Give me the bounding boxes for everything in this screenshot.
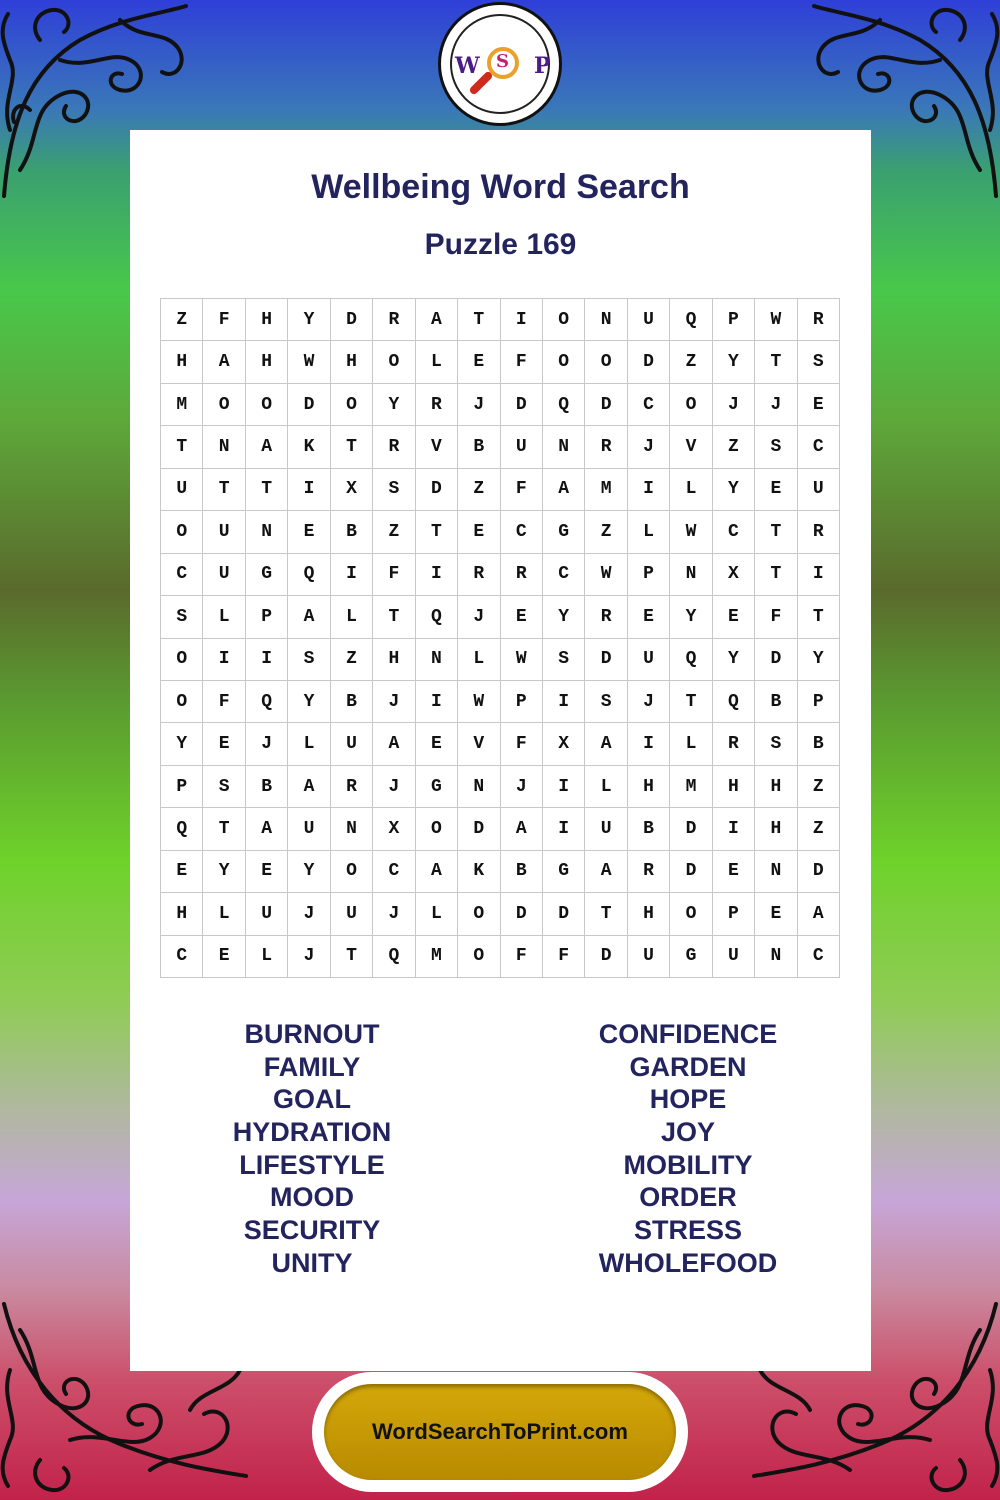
grid-cell[interactable]: D bbox=[416, 469, 458, 511]
word-list-item: MOBILITY bbox=[623, 1149, 753, 1180]
grid-cell[interactable]: Y bbox=[373, 384, 415, 426]
grid-cell[interactable]: O bbox=[161, 639, 203, 681]
grid-cell[interactable]: M bbox=[585, 469, 627, 511]
grid-cell[interactable]: I bbox=[288, 469, 330, 511]
grid-cell[interactable]: E bbox=[203, 936, 245, 978]
grid-cell[interactable]: T bbox=[755, 554, 797, 596]
grid-cell[interactable]: J bbox=[373, 681, 415, 723]
grid-cell[interactable]: I bbox=[543, 766, 585, 808]
grid-cell[interactable]: E bbox=[755, 469, 797, 511]
grid-cell[interactable]: D bbox=[585, 936, 627, 978]
grid-cell[interactable]: Q bbox=[670, 299, 712, 341]
grid-cell[interactable]: F bbox=[543, 936, 585, 978]
grid-cell[interactable]: S bbox=[288, 639, 330, 681]
grid-cell[interactable]: E bbox=[713, 596, 755, 638]
grid-cell[interactable]: C bbox=[501, 511, 543, 553]
grid-cell[interactable]: P bbox=[798, 681, 840, 723]
grid-cell[interactable]: R bbox=[373, 299, 415, 341]
letter-grid bbox=[160, 298, 840, 978]
grid-cell[interactable]: S bbox=[798, 341, 840, 383]
grid-cell[interactable]: S bbox=[203, 766, 245, 808]
grid-cell[interactable]: I bbox=[416, 554, 458, 596]
grid-cell[interactable]: G bbox=[543, 511, 585, 553]
grid-cell[interactable]: T bbox=[755, 341, 797, 383]
grid-cell[interactable]: I bbox=[203, 639, 245, 681]
grid-cell[interactable]: C bbox=[373, 851, 415, 893]
grid-cell[interactable]: D bbox=[288, 384, 330, 426]
grid-cell[interactable]: B bbox=[331, 681, 373, 723]
grid-cell[interactable]: J bbox=[373, 766, 415, 808]
grid-cell[interactable]: A bbox=[416, 851, 458, 893]
word-list-item: LIFESTYLE bbox=[239, 1149, 385, 1180]
grid-cell[interactable]: T bbox=[161, 426, 203, 468]
grid-cell[interactable]: U bbox=[246, 893, 288, 935]
grid-cell[interactable]: E bbox=[798, 384, 840, 426]
grid-cell[interactable]: H bbox=[755, 766, 797, 808]
grid-cell[interactable]: O bbox=[458, 893, 500, 935]
grid-cell[interactable]: Q bbox=[670, 639, 712, 681]
grid-cell[interactable]: T bbox=[373, 596, 415, 638]
grid-cell[interactable]: B bbox=[458, 426, 500, 468]
logo-letter-p: P bbox=[534, 53, 551, 79]
grid-cell[interactable]: H bbox=[713, 766, 755, 808]
grid-cell[interactable]: M bbox=[416, 936, 458, 978]
grid-cell[interactable]: D bbox=[670, 851, 712, 893]
grid-cell[interactable]: L bbox=[331, 596, 373, 638]
grid-cell[interactable]: Y bbox=[203, 851, 245, 893]
grid-cell[interactable]: O bbox=[543, 299, 585, 341]
grid-cell[interactable]: W bbox=[670, 511, 712, 553]
grid-cell[interactable]: O bbox=[331, 851, 373, 893]
grid-cell[interactable]: I bbox=[331, 554, 373, 596]
word-list-item: CONFIDENCE bbox=[598, 1019, 778, 1049]
grid-cell[interactable]: Q bbox=[373, 936, 415, 978]
grid-cell[interactable]: F bbox=[373, 554, 415, 596]
grid-cell[interactable]: L bbox=[585, 766, 627, 808]
grid-cell[interactable]: S bbox=[543, 639, 585, 681]
grid-cell[interactable]: T bbox=[798, 596, 840, 638]
grid-cell[interactable]: I bbox=[416, 681, 458, 723]
grid-cell[interactable]: A bbox=[203, 341, 245, 383]
grid-cell[interactable]: L bbox=[203, 596, 245, 638]
grid-cell[interactable]: H bbox=[161, 893, 203, 935]
grid-cell[interactable]: R bbox=[331, 766, 373, 808]
grid-cell[interactable]: D bbox=[585, 639, 627, 681]
grid-cell[interactable]: K bbox=[458, 851, 500, 893]
grid-cell[interactable]: F bbox=[501, 936, 543, 978]
grid-cell[interactable]: E bbox=[203, 723, 245, 765]
logo-letter-w: W bbox=[455, 53, 480, 79]
grid-cell[interactable]: G bbox=[543, 851, 585, 893]
grid-cell[interactable]: X bbox=[713, 554, 755, 596]
word-list-item: BURNOUT bbox=[244, 1019, 380, 1049]
grid-cell[interactable]: Y bbox=[713, 469, 755, 511]
grid-cell[interactable]: B bbox=[331, 511, 373, 553]
grid-cell[interactable]: D bbox=[458, 808, 500, 850]
grid-cell[interactable]: Y bbox=[288, 299, 330, 341]
grid-cell[interactable]: U bbox=[798, 469, 840, 511]
grid-cell[interactable]: Q bbox=[416, 596, 458, 638]
grid-cell[interactable]: N bbox=[331, 808, 373, 850]
word-list-item: ORDER bbox=[639, 1182, 737, 1213]
grid-cell[interactable]: Y bbox=[798, 639, 840, 681]
grid-cell[interactable]: Y bbox=[161, 723, 203, 765]
grid-cell[interactable]: L bbox=[670, 723, 712, 765]
word-list-item: FAMILY bbox=[263, 1051, 361, 1082]
grid-cell[interactable]: A bbox=[543, 469, 585, 511]
grid-cell[interactable]: L bbox=[628, 511, 670, 553]
grid-cell[interactable]: T bbox=[203, 469, 245, 511]
grid-cell[interactable]: P bbox=[501, 681, 543, 723]
grid-cell[interactable]: Z bbox=[331, 639, 373, 681]
grid-cell[interactable]: E bbox=[755, 893, 797, 935]
grid-cell[interactable]: Z bbox=[798, 766, 840, 808]
grid-cell[interactable]: Y bbox=[288, 681, 330, 723]
grid-cell[interactable]: U bbox=[628, 299, 670, 341]
page-title: Wellbeing Word Search bbox=[311, 168, 690, 206]
grid-cell[interactable]: O bbox=[161, 511, 203, 553]
grid-cell[interactable]: A bbox=[798, 893, 840, 935]
grid-cell[interactable]: V bbox=[416, 426, 458, 468]
grid-cell[interactable]: B bbox=[628, 808, 670, 850]
grid-cell[interactable]: P bbox=[161, 766, 203, 808]
grid-cell[interactable]: F bbox=[203, 681, 245, 723]
grid-cell[interactable]: C bbox=[798, 936, 840, 978]
grid-cell[interactable]: O bbox=[543, 341, 585, 383]
grid-cell[interactable]: U bbox=[288, 808, 330, 850]
grid-cell[interactable]: E bbox=[416, 723, 458, 765]
grid-cell[interactable]: O bbox=[416, 808, 458, 850]
grid-cell[interactable]: X bbox=[373, 808, 415, 850]
grid-cell[interactable]: D bbox=[543, 893, 585, 935]
wsp-logo[interactable] bbox=[438, 2, 562, 126]
grid-cell[interactable]: U bbox=[203, 554, 245, 596]
grid-cell[interactable]: D bbox=[331, 299, 373, 341]
grid-cell[interactable]: Q bbox=[543, 384, 585, 426]
grid-cell[interactable]: J bbox=[501, 766, 543, 808]
grid-cell[interactable]: A bbox=[373, 723, 415, 765]
grid-cell[interactable]: A bbox=[501, 808, 543, 850]
grid-cell[interactable]: Z bbox=[713, 426, 755, 468]
word-list-item: SECURITY bbox=[243, 1215, 381, 1246]
grid-cell[interactable]: R bbox=[628, 851, 670, 893]
grid-cell[interactable]: M bbox=[161, 384, 203, 426]
grid-cell[interactable]: H bbox=[628, 893, 670, 935]
grid-cell[interactable]: I bbox=[543, 808, 585, 850]
grid-cell[interactable]: Y bbox=[543, 596, 585, 638]
grid-cell[interactable]: H bbox=[628, 766, 670, 808]
grid-cell[interactable]: H bbox=[246, 341, 288, 383]
grid-cell[interactable]: R bbox=[798, 299, 840, 341]
grid-cell[interactable]: I bbox=[543, 681, 585, 723]
grid-cell[interactable]: S bbox=[755, 723, 797, 765]
grid-cell[interactable]: L bbox=[203, 893, 245, 935]
grid-cell[interactable]: L bbox=[246, 936, 288, 978]
grid-cell[interactable]: C bbox=[543, 554, 585, 596]
grid-cell[interactable]: W bbox=[288, 341, 330, 383]
grid-cell[interactable]: N bbox=[755, 936, 797, 978]
grid-cell[interactable]: T bbox=[585, 893, 627, 935]
grid-cell[interactable]: L bbox=[458, 639, 500, 681]
grid-cell[interactable]: J bbox=[628, 426, 670, 468]
grid-cell[interactable]: T bbox=[203, 808, 245, 850]
grid-cell[interactable]: E bbox=[458, 511, 500, 553]
grid-cell[interactable]: R bbox=[501, 554, 543, 596]
grid-cell[interactable]: T bbox=[755, 511, 797, 553]
grid-cell[interactable]: R bbox=[798, 511, 840, 553]
grid-cell[interactable]: H bbox=[246, 299, 288, 341]
grid-cell[interactable]: O bbox=[670, 893, 712, 935]
grid-cell[interactable]: D bbox=[501, 384, 543, 426]
grid-cell[interactable]: N bbox=[755, 851, 797, 893]
grid-cell[interactable]: B bbox=[501, 851, 543, 893]
grid-cell[interactable]: H bbox=[161, 341, 203, 383]
grid-cell[interactable]: N bbox=[543, 426, 585, 468]
grid-cell[interactable]: S bbox=[755, 426, 797, 468]
grid-cell[interactable]: D bbox=[798, 851, 840, 893]
grid-cell[interactable]: R bbox=[713, 723, 755, 765]
grid-cell[interactable]: L bbox=[288, 723, 330, 765]
grid-cell[interactable]: B bbox=[798, 723, 840, 765]
grid-cell[interactable]: S bbox=[585, 681, 627, 723]
grid-cell[interactable]: J bbox=[288, 936, 330, 978]
grid-cell[interactable]: U bbox=[585, 808, 627, 850]
word-list-item: MOOD bbox=[270, 1182, 354, 1213]
grid-cell[interactable]: D bbox=[755, 639, 797, 681]
grid-cell[interactable]: N bbox=[670, 554, 712, 596]
word-list-item: UNITY bbox=[271, 1247, 353, 1278]
grid-cell[interactable]: O bbox=[331, 384, 373, 426]
logo-letter-s: S bbox=[496, 51, 509, 72]
grid-cell[interactable]: T bbox=[416, 511, 458, 553]
grid-cell[interactable]: U bbox=[501, 426, 543, 468]
grid-cell[interactable]: Y bbox=[713, 639, 755, 681]
grid-cell[interactable]: J bbox=[288, 893, 330, 935]
grid-cell[interactable]: I bbox=[628, 469, 670, 511]
grid-cell[interactable]: I bbox=[628, 723, 670, 765]
grid-cell[interactable]: Z bbox=[670, 341, 712, 383]
grid-cell[interactable]: S bbox=[373, 469, 415, 511]
grid-cell[interactable]: D bbox=[628, 341, 670, 383]
word-list-item: HOPE bbox=[649, 1084, 727, 1115]
grid-cell[interactable]: P bbox=[713, 299, 755, 341]
site-link-button[interactable]: WordSearchToPrint.com bbox=[324, 1384, 676, 1480]
grid-cell[interactable]: E bbox=[713, 851, 755, 893]
grid-cell[interactable]: V bbox=[670, 426, 712, 468]
grid-cell[interactable]: O bbox=[203, 384, 245, 426]
grid-cell[interactable]: Y bbox=[670, 596, 712, 638]
grid-cell[interactable]: A bbox=[416, 299, 458, 341]
grid-cell[interactable]: T bbox=[246, 469, 288, 511]
grid-cell[interactable]: Z bbox=[585, 511, 627, 553]
grid-cell[interactable]: U bbox=[628, 936, 670, 978]
grid-cell[interactable]: H bbox=[373, 639, 415, 681]
grid-cell[interactable]: C bbox=[161, 554, 203, 596]
grid-cell[interactable]: R bbox=[585, 426, 627, 468]
grid-cell[interactable]: Q bbox=[288, 554, 330, 596]
grid-cell[interactable]: K bbox=[288, 426, 330, 468]
grid-cell[interactable]: D bbox=[670, 808, 712, 850]
puzzle-number: Puzzle 169 bbox=[424, 228, 577, 261]
grid-cell[interactable]: E bbox=[628, 596, 670, 638]
grid-cell[interactable]: L bbox=[416, 893, 458, 935]
grid-cell[interactable]: N bbox=[585, 299, 627, 341]
grid-cell[interactable]: R bbox=[585, 596, 627, 638]
grid-cell[interactable]: T bbox=[331, 936, 373, 978]
grid-cell[interactable]: O bbox=[585, 341, 627, 383]
grid-cell[interactable]: E bbox=[288, 511, 330, 553]
grid-cell[interactable]: L bbox=[416, 341, 458, 383]
grid-cell[interactable]: Q bbox=[246, 681, 288, 723]
grid-cell[interactable]: I bbox=[798, 554, 840, 596]
grid-cell[interactable]: A bbox=[288, 766, 330, 808]
grid-cell[interactable]: P bbox=[713, 893, 755, 935]
grid-cell[interactable]: S bbox=[161, 596, 203, 638]
grid-cell[interactable]: R bbox=[458, 554, 500, 596]
grid-cell[interactable]: A bbox=[246, 426, 288, 468]
grid-cell[interactable]: R bbox=[373, 426, 415, 468]
grid-cell[interactable]: J bbox=[458, 384, 500, 426]
word-list-item: GARDEN bbox=[629, 1051, 747, 1082]
grid-cell[interactable]: M bbox=[670, 766, 712, 808]
grid-cell[interactable]: E bbox=[501, 596, 543, 638]
grid-cell[interactable]: B bbox=[755, 681, 797, 723]
grid-cell[interactable]: Z bbox=[161, 299, 203, 341]
grid-cell[interactable]: V bbox=[458, 723, 500, 765]
grid-cell[interactable]: Z bbox=[798, 808, 840, 850]
grid-cell[interactable]: W bbox=[458, 681, 500, 723]
word-list-item: HYDRATION bbox=[232, 1117, 392, 1148]
grid-cell[interactable]: F bbox=[501, 469, 543, 511]
grid-cell[interactable]: B bbox=[246, 766, 288, 808]
grid-cell[interactable]: I bbox=[501, 299, 543, 341]
grid-cell[interactable]: U bbox=[628, 639, 670, 681]
word-list-right bbox=[538, 1018, 838, 1280]
grid-cell[interactable]: X bbox=[543, 723, 585, 765]
grid-cell[interactable]: J bbox=[713, 384, 755, 426]
grid-cell[interactable]: A bbox=[585, 723, 627, 765]
grid-cell[interactable]: H bbox=[755, 808, 797, 850]
grid-cell[interactable]: R bbox=[416, 384, 458, 426]
grid-cell[interactable]: C bbox=[798, 426, 840, 468]
grid-cell[interactable]: X bbox=[331, 469, 373, 511]
grid-cell[interactable]: N bbox=[246, 511, 288, 553]
grid-cell[interactable]: U bbox=[161, 469, 203, 511]
grid-cell[interactable]: Y bbox=[713, 341, 755, 383]
grid-cell[interactable]: G bbox=[670, 936, 712, 978]
grid-cell[interactable]: G bbox=[246, 554, 288, 596]
grid-cell[interactable]: E bbox=[161, 851, 203, 893]
grid-cell[interactable]: F bbox=[501, 341, 543, 383]
grid-cell[interactable]: T bbox=[458, 299, 500, 341]
grid-cell[interactable]: Z bbox=[373, 511, 415, 553]
grid-cell[interactable]: G bbox=[416, 766, 458, 808]
word-list-item: GOAL bbox=[273, 1084, 351, 1115]
grid-cell[interactable]: A bbox=[585, 851, 627, 893]
grid-cell[interactable]: U bbox=[331, 723, 373, 765]
grid-cell[interactable]: N bbox=[203, 426, 245, 468]
grid-cell[interactable]: T bbox=[331, 426, 373, 468]
grid-cell[interactable]: I bbox=[246, 639, 288, 681]
grid-cell[interactable]: E bbox=[246, 851, 288, 893]
grid-cell[interactable]: N bbox=[458, 766, 500, 808]
grid-cell[interactable]: J bbox=[628, 681, 670, 723]
grid-cell[interactable]: Z bbox=[458, 469, 500, 511]
word-list-item: JOY bbox=[660, 1117, 716, 1148]
grid-cell[interactable]: W bbox=[501, 639, 543, 681]
grid-cell[interactable]: C bbox=[161, 936, 203, 978]
grid-cell[interactable]: U bbox=[331, 893, 373, 935]
grid-cell[interactable]: T bbox=[670, 681, 712, 723]
word-list-item: WHOLEFOOD bbox=[598, 1247, 778, 1278]
grid-cell[interactable]: C bbox=[713, 511, 755, 553]
grid-cell[interactable]: E bbox=[458, 341, 500, 383]
grid-cell[interactable]: U bbox=[713, 936, 755, 978]
grid-cell[interactable]: O bbox=[161, 681, 203, 723]
grid-cell[interactable]: D bbox=[585, 384, 627, 426]
grid-cell[interactable]: A bbox=[246, 808, 288, 850]
word-list-left bbox=[162, 1018, 462, 1280]
grid-cell[interactable]: O bbox=[373, 341, 415, 383]
grid-cell[interactable]: W bbox=[755, 299, 797, 341]
grid-cell[interactable]: P bbox=[246, 596, 288, 638]
grid-cell[interactable]: A bbox=[288, 596, 330, 638]
grid-cell[interactable]: U bbox=[203, 511, 245, 553]
grid-cell[interactable]: W bbox=[585, 554, 627, 596]
grid-cell[interactable]: L bbox=[670, 469, 712, 511]
grid-cell[interactable]: J bbox=[755, 384, 797, 426]
grid-cell[interactable]: O bbox=[670, 384, 712, 426]
grid-cell[interactable]: Y bbox=[288, 851, 330, 893]
grid-cell[interactable]: O bbox=[246, 384, 288, 426]
grid-cell[interactable]: H bbox=[331, 341, 373, 383]
word-list-item: STRESS bbox=[633, 1215, 743, 1246]
grid-cell[interactable]: F bbox=[755, 596, 797, 638]
grid-cell[interactable]: P bbox=[628, 554, 670, 596]
puzzle-panel bbox=[130, 130, 871, 1371]
grid-cell[interactable]: F bbox=[203, 299, 245, 341]
grid-cell[interactable]: C bbox=[628, 384, 670, 426]
grid-cell[interactable]: J bbox=[373, 893, 415, 935]
grid-cell[interactable]: O bbox=[458, 936, 500, 978]
grid-cell[interactable]: D bbox=[501, 893, 543, 935]
grid-cell[interactable]: N bbox=[416, 639, 458, 681]
grid-cell[interactable]: J bbox=[458, 596, 500, 638]
grid-cell[interactable]: I bbox=[713, 808, 755, 850]
grid-cell[interactable]: J bbox=[246, 723, 288, 765]
grid-cell[interactable]: Q bbox=[713, 681, 755, 723]
grid-cell[interactable]: Q bbox=[161, 808, 203, 850]
grid-cell[interactable]: F bbox=[501, 723, 543, 765]
